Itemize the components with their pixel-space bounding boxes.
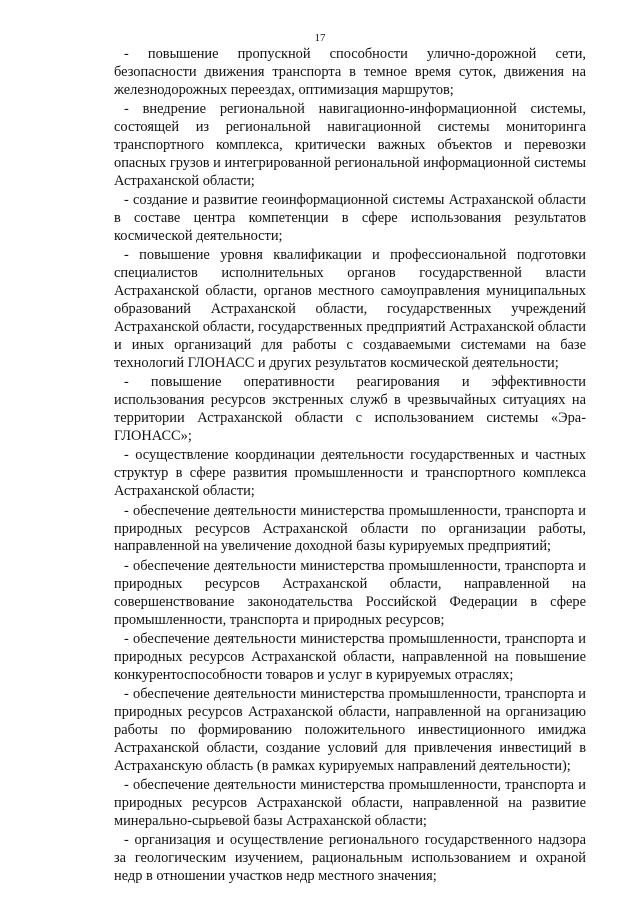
- paragraph: - обеспечение деятельности министерства промышленности, транспорта и природных ресурсов Астраханской области, направленной на повышение конкурентоспособности товаров и услуг в курируемых отраслях;: [114, 631, 586, 683]
- paragraph: - внедрение региональной навигационно-информационной системы, состоящей из региональной навигационной системы мониторинга транспортного комплекса, критически важных объектов и перевозки опасных грузов и интегрированной региональной информационной системы Астраханской области;: [114, 101, 586, 189]
- paragraph: - повышение уровня квалификации и профессиональной подготовки специалистов исполнительных органов государственной власти Астраханской области, органов местного самоуправления муниципальных образований Астраханской области, государственных учреждений Астраханской области, государственных предприятий Астраханской области и иных организаций для работы с создаваемыми системами на базе технологий ГЛОНАСС и других результатов космической деятельности;: [114, 247, 586, 371]
- body-text: [114, 46, 586, 888]
- paragraph: - повышение оперативности реагирования и эффективности использования ресурсов экстренных служб в чрезвычайных ситуациях на территории Астраханской области с использованием системы «Эра-ГЛОНАСС»;: [114, 374, 586, 445]
- page-number: 17: [314, 32, 326, 44]
- paragraph: - обеспечение деятельности министерства промышленности, транспорта и природных ресурсов Астраханской области, направленной на развитие минерально-сырьевой базы Астраханской области;: [114, 777, 586, 830]
- paragraph: - повышение пропускной способности улично-дорожной сети, безопасности движения транспорта в темное время суток, движения на железнодорожных переездах, оптимизация маршрутов;: [114, 46, 586, 98]
- paragraph: - обеспечение деятельности министерства промышленности, транспорта и природных ресурсов Астраханской области по организации работы, направленной на увеличение доходной базы курируемых предприятий;: [114, 502, 586, 555]
- paragraph: - обеспечение деятельности министерства промышленности, транспорта и природных ресурсов Астраханской области, направленной на совершенствование законодательства Российской Федерации в сфере промышленности, транспорта и природных ресурсов;: [114, 557, 586, 628]
- paragraph: - создание и развитие геоинформационной системы Астраханской области в составе центра компетенции в сфере использования результатов космической деятельности;: [114, 192, 586, 245]
- paragraph: - обеспечение деятельности министерства промышленности, транспорта и природных ресурсов Астраханской области, направленной на организацию работы по формированию положительного инвестиционного имиджа Астраханской области, создание условий для привлечения инвестиций в Астраханскую область (в рамках курируемых направлений деятельности);: [114, 686, 586, 774]
- paragraph: - организация и осуществление регионального государственного надзора за геологическим изучением, рациональным использованием и охраной недр в отношении участков недр местного значения;: [114, 832, 586, 885]
- paragraph: - осуществление координации деятельности государственных и частных структур в сфере развития промышленности и транспортного комплекса Астраханской области;: [114, 447, 586, 500]
